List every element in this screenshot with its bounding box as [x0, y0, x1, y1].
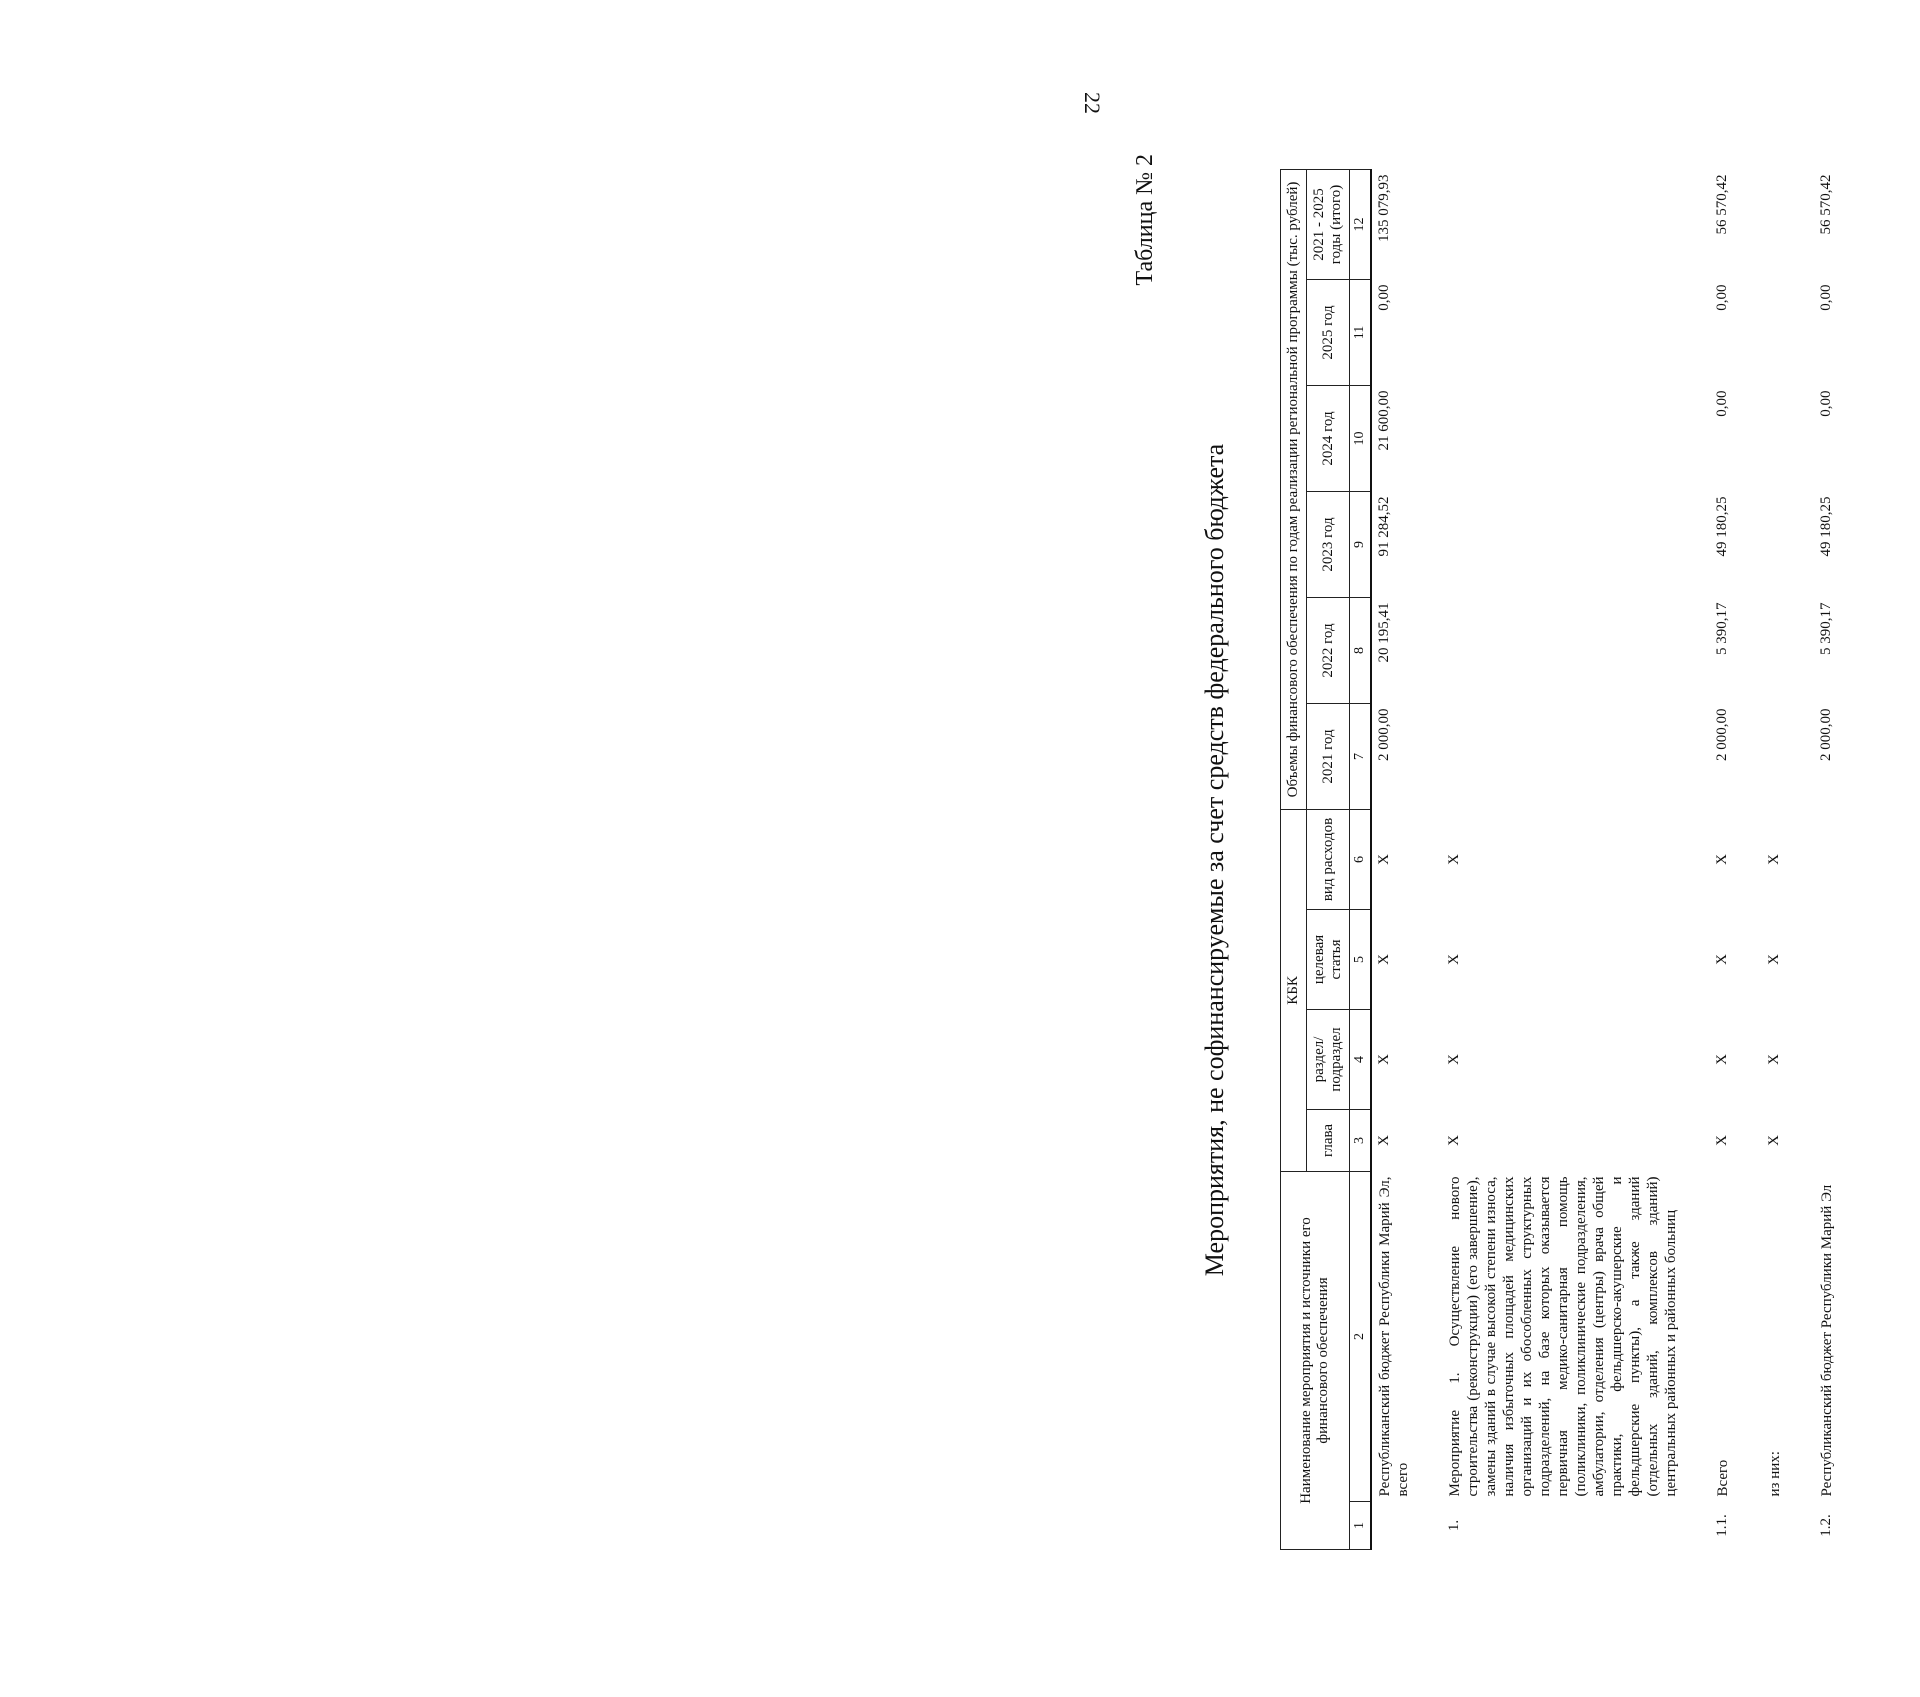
value-cell — [1762, 703, 1788, 809]
row-number: 1.2. — [1818, 1514, 1834, 1537]
table-row — [1762, 169, 1788, 1549]
kbk-cell: Х — [1376, 854, 1392, 865]
column-number-11: 11 — [1350, 279, 1372, 385]
kbk-cell: Х — [1446, 1054, 1462, 1065]
header-kbk: КБК — [1281, 809, 1307, 1171]
header-year-2025: 2025 год — [1307, 279, 1350, 385]
value-cell: 49 180,25 — [1714, 496, 1730, 557]
table-row — [1814, 169, 1840, 1549]
value-cell: 2 000,00 — [1376, 708, 1392, 761]
header-kbk-razdel: раздел/ подраздел — [1307, 1009, 1350, 1109]
row-spacer — [1788, 169, 1814, 1549]
row-name: из них: — [1767, 1451, 1783, 1497]
value-cell: 56 570,42 — [1818, 174, 1834, 235]
header-year-2023: 2023 год — [1307, 491, 1350, 597]
header-kbk-vid: вид расходов — [1307, 809, 1350, 909]
column-number-8: 8 — [1350, 597, 1372, 703]
row-spacer — [1416, 169, 1442, 1549]
table-row — [1371, 169, 1416, 1549]
column-number-1: 1 — [1350, 1502, 1372, 1550]
kbk-cell: Х — [1376, 1135, 1392, 1146]
value-cell: 0,00 — [1818, 390, 1834, 417]
kbk-cell: Х — [1714, 1054, 1730, 1065]
value-cell — [1442, 385, 1684, 491]
kbk-cell: Х — [1714, 1135, 1730, 1146]
row-spacer — [1736, 169, 1762, 1549]
value-cell: 21 600,00 — [1376, 390, 1392, 451]
value-cell — [1442, 703, 1684, 809]
kbk-cell: Х — [1446, 854, 1462, 865]
column-number-2: 2 — [1350, 1171, 1372, 1501]
value-cell — [1442, 279, 1684, 385]
kbk-cell: Х — [1714, 854, 1730, 865]
column-number-12: 12 — [1350, 169, 1372, 279]
header-kbk-glava: глава — [1307, 1109, 1350, 1171]
value-cell — [1442, 491, 1684, 597]
header-name-column: Наименование мероприятия и источники его финансового обеспечения — [1281, 1171, 1350, 1549]
kbk-cell: Х — [1766, 854, 1782, 865]
value-cell: 0,00 — [1376, 284, 1392, 311]
value-cell: 0,00 — [1714, 284, 1730, 311]
value-cell — [1762, 597, 1788, 703]
header-year-2024: 2024 год — [1307, 385, 1350, 491]
kbk-cell — [1814, 1109, 1840, 1171]
value-cell — [1762, 491, 1788, 597]
table-row — [1710, 169, 1736, 1549]
table-caption: Таблица № 2 — [1132, 154, 1158, 286]
header-kbk-statya: целевая статья — [1307, 909, 1350, 1009]
value-cell: 49 180,25 — [1818, 496, 1834, 557]
row-number — [1762, 1502, 1788, 1550]
table-row — [1442, 169, 1684, 1549]
value-cell — [1762, 279, 1788, 385]
row-name: Мероприятие 1. Осуществление нового строительства (реконструкции) (его завершение), замены зданий в случае высокой степени износа, наличия избыточных площадей медицинских организаций и их обособленных структурных подразделений, на базе которых оказывается первичная медико-санитарная помощь (поликлиники, поликлинические подразделения, амбулатории, отделения (центры) врача общей практики, фельдшерско-акушерские и фельдшерские пункты), а также зданий (отдельных зданий, комплексов зданий) центральных районных и районных больниц — [1447, 1176, 1679, 1497]
column-number-6: 6 — [1350, 809, 1372, 909]
value-cell: 5 390,17 — [1818, 602, 1834, 655]
row-number: 1.1. — [1714, 1514, 1730, 1537]
row-name: Республиканский бюджет Республики Марий Эл — [1819, 1184, 1835, 1497]
row-name: Республиканский бюджет Республики Марий Эл, всего — [1377, 1176, 1411, 1497]
value-cell — [1442, 597, 1684, 703]
column-number-3: 3 — [1350, 1109, 1372, 1171]
row-name: Всего — [1715, 1459, 1731, 1497]
budget-table — [1280, 169, 1840, 1550]
column-number-10: 10 — [1350, 385, 1372, 491]
column-number-4: 4 — [1350, 1009, 1372, 1109]
table-body — [1371, 169, 1840, 1549]
kbk-cell: Х — [1446, 1135, 1462, 1146]
row-number — [1371, 1502, 1416, 1550]
value-cell: 0,00 — [1714, 390, 1730, 417]
row-spacer — [1684, 169, 1710, 1549]
kbk-cell: Х — [1446, 954, 1462, 965]
value-cell: 2 000,00 — [1818, 708, 1834, 761]
kbk-cell: Х — [1766, 954, 1782, 965]
kbk-cell: Х — [1376, 954, 1392, 965]
value-cell: 135 079,93 — [1376, 174, 1392, 242]
kbk-cell — [1814, 1009, 1840, 1109]
header-funding: Объемы финансового обеспечения по годам реализации региональной программы (тыс. рублей) — [1281, 169, 1307, 809]
kbk-cell: Х — [1766, 1054, 1782, 1065]
header-year-total: 2021 - 2025 годы (итого) — [1307, 169, 1350, 279]
column-number-7: 7 — [1350, 703, 1372, 809]
value-cell: 2 000,00 — [1714, 708, 1730, 761]
kbk-cell: Х — [1766, 1135, 1782, 1146]
header-year-2022: 2022 год — [1307, 597, 1350, 703]
value-cell: 20 195,41 — [1376, 602, 1392, 663]
kbk-cell — [1814, 809, 1840, 909]
kbk-cell: Х — [1376, 1054, 1392, 1065]
value-cell: 0,00 — [1818, 284, 1834, 311]
column-numbers-row — [1350, 169, 1372, 1549]
header-year-2021: 2021 год — [1307, 703, 1350, 809]
row-number: 1. — [1446, 1519, 1462, 1532]
document-title: Мероприятия, не софинансируемые за счет средств федерального бюджета — [1200, 443, 1229, 1277]
value-cell: 5 390,17 — [1714, 602, 1730, 655]
value-cell: 91 284,52 — [1376, 496, 1392, 557]
kbk-cell: Х — [1714, 954, 1730, 965]
value-cell — [1762, 169, 1788, 279]
column-number-5: 5 — [1350, 909, 1372, 1009]
kbk-cell — [1814, 909, 1840, 1009]
column-number-9: 9 — [1350, 491, 1372, 597]
value-cell: 56 570,42 — [1714, 174, 1730, 235]
rotated-sheet — [1100, 130, 1920, 1590]
page-number: 22 — [1080, 92, 1105, 114]
value-cell — [1762, 385, 1788, 491]
value-cell — [1442, 169, 1684, 279]
